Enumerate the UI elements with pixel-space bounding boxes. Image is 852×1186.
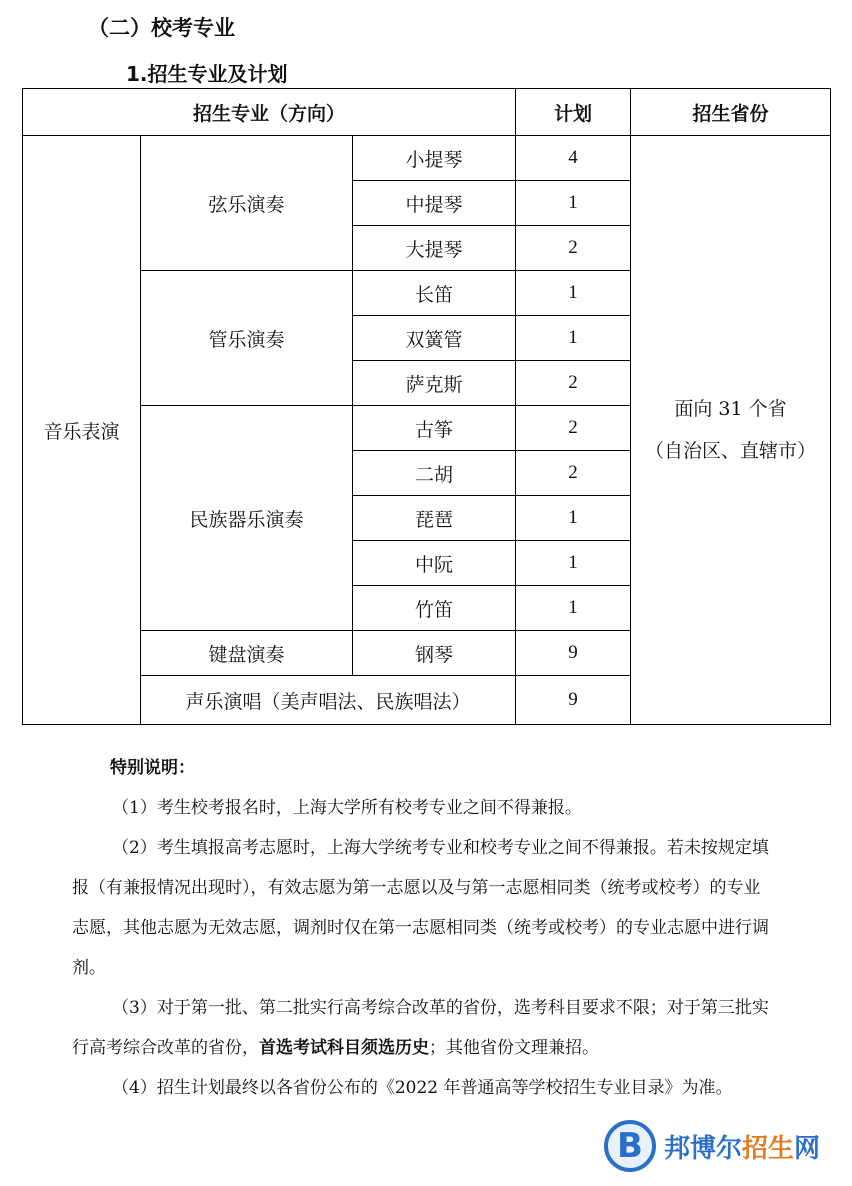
watermark-logo: [604, 1116, 844, 1176]
instrument-cell: 古筝: [353, 406, 516, 451]
instrument-cell: 琵琶: [353, 496, 516, 541]
plan-cell: 1: [516, 181, 631, 226]
instrument-cell: 双簧管: [353, 316, 516, 361]
enrollment-plan-table: [22, 88, 831, 725]
plan-cell: 1: [516, 496, 631, 541]
note-item-3-text-c: ；其他省份文理兼招。: [429, 1038, 599, 1058]
instrument-cell: 中阮: [353, 541, 516, 586]
table-header-row: [23, 89, 831, 136]
plan-cell: 1: [516, 586, 631, 631]
group-cell: 管乐演奏: [141, 271, 353, 406]
logo-text-part-3: 网: [794, 1134, 821, 1164]
note-item-1: （1）考生校考报名时，上海大学所有校考专业之间不得兼报。: [112, 798, 582, 818]
table-row: [23, 136, 831, 181]
logo-b-icon: B: [604, 1120, 656, 1172]
instrument-cell: 中提琴: [353, 181, 516, 226]
plan-cell: 1: [516, 271, 631, 316]
plan-cell: 9: [516, 676, 631, 725]
header-major: 招生专业（方向）: [23, 89, 516, 136]
instrument-cell: 萨克斯: [353, 361, 516, 406]
header-province: 招生省份: [631, 89, 831, 136]
logo-text-part-1: 邦博尔: [664, 1134, 743, 1164]
notes-label: 特别说明：: [110, 758, 195, 778]
group-cell: 键盘演奏: [141, 631, 353, 676]
plan-cell: 4: [516, 136, 631, 181]
group-cell: 民族器乐演奏: [141, 406, 353, 631]
special-notes: [72, 748, 772, 1108]
plan-cell: 2: [516, 361, 631, 406]
instrument-cell: 小提琴: [353, 136, 516, 181]
plan-cell: 2: [516, 226, 631, 271]
note-item-2: （2）考生填报高考志愿时，上海大学统考专业和校考专业之间不得兼报。若未按规定填报（有兼报情况出现时），有效志愿为第一志愿以及与第一志愿相同类（统考或校考）的专业志愿，其他志愿为无效志愿，调剂时仅在第一志愿相同类（统考或校考）的专业志愿中进行调剂。: [72, 838, 769, 978]
logo-text-part-2: 招生: [742, 1134, 795, 1164]
header-plan: 计划: [516, 89, 631, 136]
instrument-cell: 竹笛: [353, 586, 516, 631]
instrument-cell: 大提琴: [353, 226, 516, 271]
category-cell: 音乐表演: [23, 136, 141, 725]
plan-cell: 1: [516, 316, 631, 361]
instrument-cell: 二胡: [353, 451, 516, 496]
plan-cell: 2: [516, 406, 631, 451]
logo-text: [664, 1128, 820, 1165]
province-cell: [631, 136, 831, 725]
sub-title: 1.招生专业及计划: [126, 62, 288, 86]
plan-cell: 1: [516, 541, 631, 586]
vocal-cell: 声乐演唱（美声唱法、民族唱法）: [141, 676, 516, 725]
note-item-3-text-a: （3）对于第一批、第二批实行高考综合改革的省份，选考科目要求不限；对于第三批实行高考综合改革的省份，: [72, 998, 769, 1058]
note-item-4: （4）招生计划最终以各省份公布的《2022 年普通高等学校招生专业目录》为准。: [112, 1078, 733, 1098]
group-cell: 弦乐演奏: [141, 136, 353, 271]
instrument-cell: 长笛: [353, 271, 516, 316]
plan-cell: 9: [516, 631, 631, 676]
province-line-2: （自治区、直辖市）: [645, 440, 817, 462]
plan-cell: 2: [516, 451, 631, 496]
section-title: （二）校考专业: [88, 16, 235, 40]
note-item-3: [72, 988, 772, 1068]
note-item-3-emphasis: 首选考试科目须选历史: [259, 1038, 429, 1058]
instrument-cell: 钢琴: [353, 631, 516, 676]
province-line-1: 面向 31 个省: [674, 398, 787, 420]
